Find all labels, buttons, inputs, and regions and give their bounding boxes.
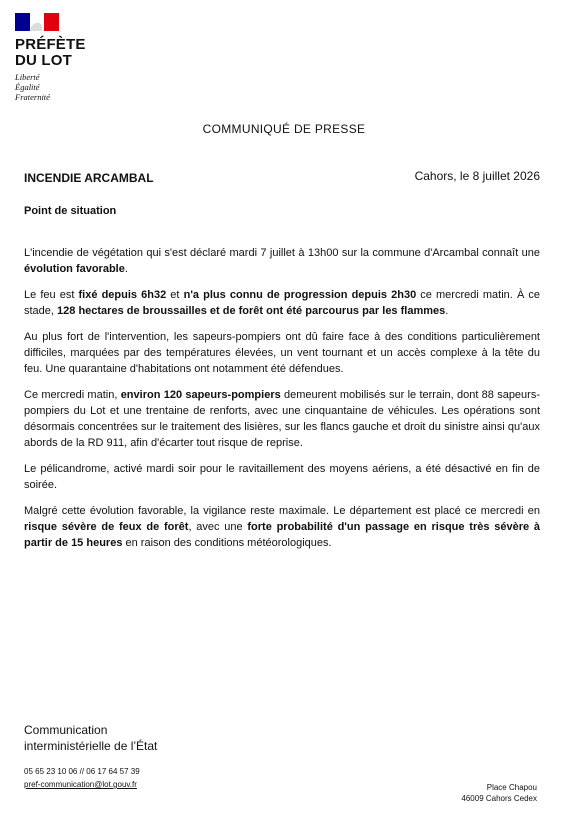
address-line-2: 46009 Cahors Cedex [461,794,537,803]
emphasized-text: 128 hectares de broussailles et de forêt ont été parcourus par les flammes [57,305,446,317]
body-paragraph [24,329,540,377]
contact-label [24,722,157,754]
paragraph-text: ce mercredi matin. À ce stade, [24,289,541,317]
paragraph-text: L'incendie de végétation qui s'est déclaré mardi 7 juillet à 13h00 sur la commune d'Arcambal connaît une [24,247,540,259]
document-kicker: COMMUNIQUÉ DE PRESSE [202,122,366,136]
contact-phones: 05 65 23 10 06 // 06 17 64 57 39 [24,767,140,776]
republic-motto [15,72,50,102]
body-paragraph [24,287,540,319]
paragraph-text: en raison des conditions météorologiques. [122,537,332,549]
contact-line-1: Communication [24,723,108,737]
document-subtitle: Point de situation [24,205,117,217]
press-release-body [24,245,540,561]
paragraph-text: demeurent mobilisés sur le terrain, dont 88 sapeurs-pompiers du Lot et une trentaine de renforts, avec une cinquantaine de véhicules. Les opérations sont désormais concentrées sur le traitement des lisières, sur les flancs gauche et droit du sinistre ainsi qu'aux abords de la RD 911, afin d'écarter tout risque de reprise. [24,389,540,449]
paragraph-text: . [124,263,128,275]
paragraph-text: Ce mercredi matin, [24,389,121,401]
body-paragraph [24,503,540,551]
paragraph-text: Le feu est [24,289,79,301]
paragraph-text: et [166,289,184,301]
contact-line-2: interministérielle de l’État [24,739,158,753]
body-paragraph [24,461,540,493]
prefecture-line-1: PRÉFÈTE [15,36,86,53]
paragraph-text: Le pélicandrome, activé mardi soir pour le ravitaillement des moyens aériens, a été désactivé en fin de soirée. [24,463,540,491]
paragraph-text: Malgré cette évolution favorable, la vigilance reste maximale. Le département est placé ce mercredi en [24,505,540,517]
postal-address [461,782,537,804]
motto-fraternite: Fraternité [15,92,50,102]
emphasized-text: environ 120 sapeurs-pompiers [120,389,281,401]
emphasized-text: n'a plus connu de progression depuis 2h30 [183,289,417,301]
motto-egalite: Égalité [15,82,40,92]
paragraph-text: . [445,305,449,317]
document-subject: INCENDIE ARCAMBAL [24,171,154,185]
motto-liberte: Liberté [15,72,40,82]
marianne-flag-icon [15,13,59,31]
body-paragraph [24,387,540,451]
address-line-1: Place Chapou [486,783,537,792]
body-paragraph [24,245,540,277]
emphasized-text: risque sévère de feux de forêt [24,521,189,533]
paragraph-text: Au plus fort de l'intervention, les sapeurs-pompiers ont dû faire face à des conditions particulièrement difficiles, marquées par des températures élevées, un vent tournant et un accès complexe à la tête du feu. Une quarantaine d'habitations ont notamment été défendues. [24,331,540,375]
emphasized-text: fixé depuis 6h32 [78,289,167,301]
prefecture-line-2: DU LOT [15,52,73,69]
prefecture-name [15,37,86,69]
emphasized-text: évolution favorable [24,263,125,275]
dateline: Cahors, le 8 juillet 2026 [414,169,540,183]
paragraph-text: , avec une [188,521,248,533]
emphasized-text: forte probabilité d'un passage en risque très sévère à partir de 15 heures [24,521,540,549]
contact-email-link[interactable]: pref-communication@lot.gouv.fr [24,780,137,789]
